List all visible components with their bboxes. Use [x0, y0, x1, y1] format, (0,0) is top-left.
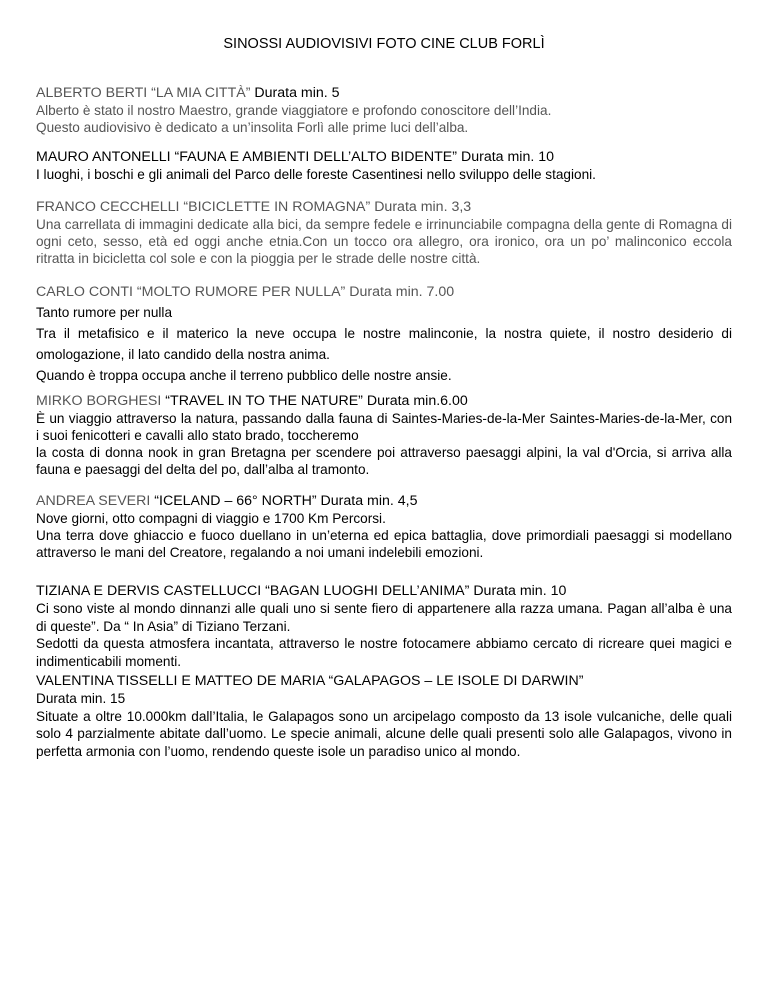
- entry-line: È un viaggio attraverso la natura, passando dalla fauna di Saintes-Maries-de-la-Mer Saintes-Maries-de-la-Mer, con i suoi fenicotteri e cavalli allo stato brado, toccheremo: [36, 411, 732, 443]
- entry-line: I luoghi, i boschi e gli animali del Parco delle foreste Casentinesi nello sviluppo delle stagioni.: [36, 167, 596, 182]
- synopsis-entry: [36, 283, 732, 393]
- entry-description: [36, 302, 732, 386]
- entry-heading: [36, 673, 732, 690]
- entry-line: Questo audiovisivo è dedicato a un’insolita Forlì alle prime luci dell’alba.: [36, 120, 469, 135]
- synopsis-entry: [36, 393, 732, 493]
- entry-author-title: CARLO CONTI “MOLTO RUMORE PER NULLA”: [36, 284, 346, 300]
- entry-heading: [36, 149, 732, 166]
- entry-heading: [36, 493, 732, 510]
- entry-line: Alberto è stato il nostro Maestro, grande viaggiatore e profondo conoscitore dell’India.: [36, 103, 552, 118]
- entry-description: [36, 510, 732, 561]
- synopsis-entry: [36, 149, 732, 199]
- synopsis-entry: [36, 583, 732, 673]
- synopsis-entry: [36, 199, 732, 283]
- synopsis-entry: [36, 673, 732, 760]
- entry-author-title: TIZIANA E DERVIS CASTELLUCCI “BAGAN LUOGHI DELL’ANIMA”: [36, 583, 470, 599]
- entry-duration: Durata min. 7.00: [349, 284, 455, 300]
- entry-line: Tanto rumore per nulla: [36, 305, 173, 320]
- entry-description: [36, 600, 732, 670]
- synopsis-entry: [36, 85, 732, 149]
- entry-heading: [36, 583, 732, 600]
- entry-heading: [36, 393, 732, 410]
- entry-title-duration: “TRAVEL IN TO THE NATURE” Durata min.6.00: [165, 393, 468, 409]
- entry-duration: Durata min. 10: [460, 149, 555, 165]
- entry-line: Situate a oltre 10.000km dall’Italia, le Galapagos sono un arcipelago composto da 13 isole vulcaniche, delle quali solo 4 parzialmente abitate dall’uomo. Le specie animali, alcune delle quali presenti solo alle Galapagos, vivono in perfetta armonia con l’uomo, rendendo queste isole un paradiso unico al mondo.: [36, 708, 732, 759]
- entry-line: Una carrellata di immagini dedicate alla bici, da sempre fedele e irrinunciabile compagna della gente di Romagna di ogni ceto, sesso, età ed oggi anche etnia.Con un tocco ora allegro, ora ironico, ora un po’ malinconico eccola ritratta in bicicletta col sole e con la pioggia per le strade delle nostre città.: [36, 217, 732, 266]
- entry-description: [36, 690, 732, 760]
- entry-line: Durata min. 15: [36, 691, 126, 706]
- entry-line: Quando è troppa occupa anche il terreno pubblico delle nostre ansie.: [36, 368, 452, 383]
- entry-author-title: FRANCO CECCHELLI “BICICLETTE IN ROMAGNA”: [36, 199, 371, 215]
- entry-heading: [36, 85, 732, 102]
- entry-duration: Durata min. 10: [473, 583, 567, 599]
- entry-author-name: MIRKO BORGHESI: [36, 393, 162, 409]
- entry-author-name: ANDREA SEVERI: [36, 493, 151, 509]
- synopsis-list: [36, 85, 732, 760]
- entry-duration: Durata min. 3,3: [374, 199, 472, 215]
- entry-heading: [36, 283, 732, 302]
- synopsis-entry: [36, 493, 732, 583]
- document-title: SINOSSI AUDIOVISIVI FOTO CINE CLUB FORLÌ: [223, 36, 545, 52]
- entry-heading: [36, 199, 732, 216]
- entry-line: Ci sono viste al mondo dinnanzi alle quali uno si sente fiero di appartenere alla razza umana. Pagan all’alba è una di queste”. Da “ In Asia” di Tiziano Terzani.: [36, 601, 732, 634]
- entry-duration: Durata min. 5: [254, 85, 340, 101]
- entry-line: la costa di donna nook in gran Bretagna per scendere poi attraverso paesaggi alpini, la val d'Orcia, si arriva alla fauna e paesaggi del delta del po, dall’alba al tramonto.: [36, 445, 732, 477]
- entry-description: [36, 410, 732, 478]
- entry-title-duration: “ICELAND – 66° NORTH” Durata min. 4,5: [154, 493, 418, 509]
- entry-line: Una terra dove ghiaccio e fuoco duellano in un’eterna ed epica battaglia, dove primordiali paesaggi si modellano attraverso le mani del Creatore, regalando a noi umani indelebili emozioni.: [36, 528, 732, 560]
- entry-author-title: ALBERTO BERTI “LA MIA CITTÀ”: [36, 85, 251, 101]
- entry-description: [36, 166, 732, 183]
- entry-line: Nove giorni, otto compagni di viaggio e 1700 Km Percorsi.: [36, 511, 386, 526]
- entry-line: Tra il metafisico e il materico la neve occupa le nostre malinconie, la nostra quiete, il nostro desiderio di omologazione, il lato candido della nostra anima.: [36, 326, 732, 362]
- entry-author-title: MAURO ANTONELLI “FAUNA E AMBIENTI DELL’ALTO BIDENTE”: [36, 149, 457, 165]
- entry-line: Sedotti da questa atmosfera incantata, attraverso le nostre fotocamere abbiamo cercato di ricreare quei magici e indimenticabili momenti.: [36, 636, 732, 669]
- entry-description: [36, 102, 732, 136]
- entry-description: [36, 216, 732, 267]
- entry-author-title: VALENTINA TISSELLI E MATTEO DE MARIA “GALAPAGOS – LE ISOLE DI DARWIN”: [36, 673, 584, 689]
